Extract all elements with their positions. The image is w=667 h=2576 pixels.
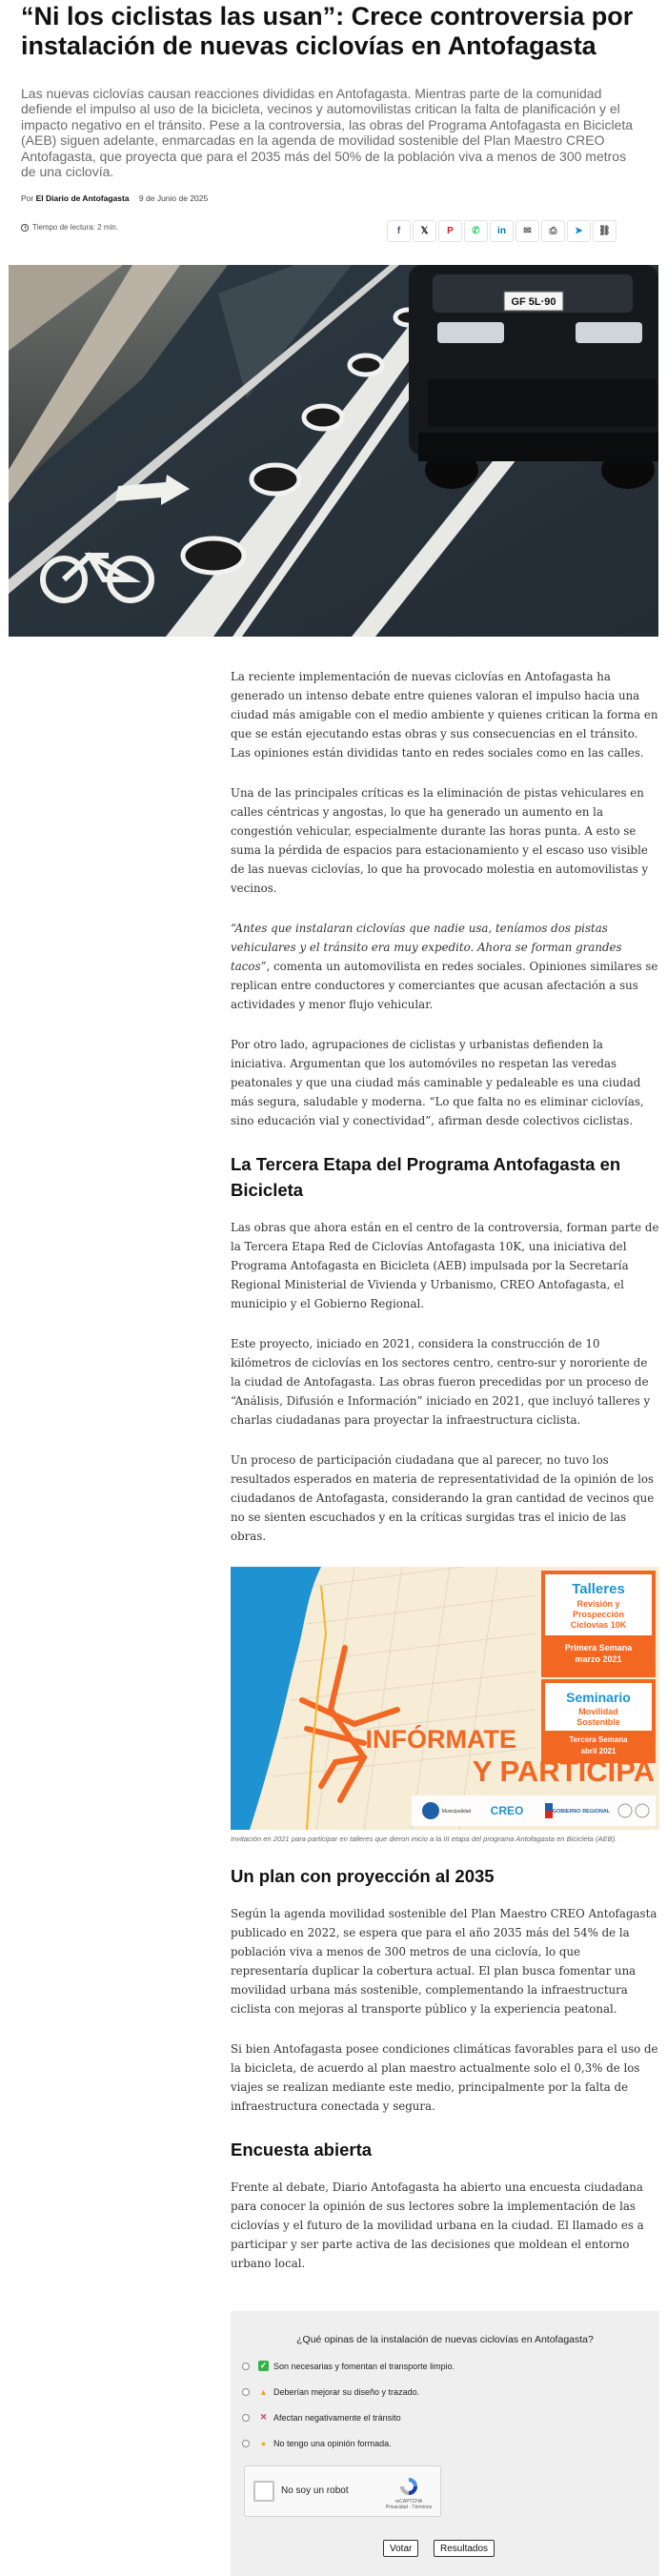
check-icon: ✓ <box>259 2361 268 2370</box>
paragraph-8: Según la agenda movilidad sostenible del Plan Maestro CREO Antofagasta publicado en 2022, se espera que para el año 2035 más del 54% de la población viva a menos de 300 metros de una ciclovía, lo que representaría duplicar la cobertura actual. El plan busca fomentar una movilidad urbana más sostenible, complementando la infraestructura ciclista con mejoras al transporte público y la experiencia peatonal. <box>231 1907 657 2016</box>
warning-icon: ▲ <box>259 2386 268 2397</box>
poll-option-label: Son necesarias y fomentan el transporte limpio. <box>273 2361 455 2371</box>
clock-icon <box>21 224 29 232</box>
quote-attribution: , comenta un automovilista en redes sociales. Opiniones similares se replican entre conductores y comerciantes que acusan afectación a sus actividades y menor flujo vehicular. <box>231 960 658 1011</box>
facebook-icon: f <box>396 226 401 236</box>
poll-option[interactable] <box>242 2438 392 2448</box>
paragraph-9: Si bien Antofagasta posee condiciones climáticas favorables para el uso de la bicicleta, de acuerdo al plan maestro actualmente solo el 0,3% de los viajes se realizan mediante este medio, principalmente por la falta de infraestructura conectada y segura. <box>231 2042 658 2113</box>
read-time <box>21 223 118 232</box>
cross-icon: ✕ <box>259 2412 268 2422</box>
talleres-title: Talleres <box>572 1581 625 1597</box>
poll-option-label: Deberían mejorar su diseño y trazado. <box>273 2386 420 2397</box>
poll-option[interactable] <box>242 2386 419 2397</box>
paragraph-3 <box>231 919 659 1014</box>
section-heading-encuesta: Encuesta abierta <box>231 2140 373 2160</box>
infographic-caption: Invitación en 2021 para participar en talleres que dieron inicio a la III etapa del programa Antofagasta en Bicicleta (AEB). <box>231 1835 617 1843</box>
logo-municipalidad: Municipalidad <box>441 1809 472 1815</box>
paragraph-10: Frente al debate, Diario Antofagasta ha abierto una encuesta ciudadana para conocer la opinión de sus lectores sobre la implementación de las ciclovías y el futuro de la movilidad urbana en la ciudad. El llamado es a participar y ser parte activa de las decisiones que moldean el entorno urbano local. <box>231 2180 644 2270</box>
paragraph-1: La reciente implementación de nuevas ciclovías en Antofagasta ha generado un intenso debate entre quienes valoran el impulso hacia una ciudad más amigable con el medio ambiente y quienes critican la forma en que se están ejecutando estas obras y sus consecuencias en el tránsito. Las opiniones están divididas tanto en redes sociales como en las calles. <box>231 670 658 760</box>
telegram-icon: ➤ <box>575 226 583 236</box>
slogan-informate: INFÓRMATE <box>365 1725 516 1754</box>
municipality-logo <box>422 1802 439 1819</box>
seminario-sub1: Movilidad <box>578 1707 618 1716</box>
section-heading-tercera-etapa: La Tercera Etapa del Programa Antofagasta en Bicicleta <box>231 1154 621 1200</box>
vote-button[interactable]: Votar <box>383 2540 418 2557</box>
share-bar <box>385 220 616 242</box>
byline <box>21 193 208 203</box>
paragraph-2: Una de las principales críticas es la eliminación de pistas vehiculares en calles céntricas y angostas, lo que ha generado un aumento en la congestión vehicular, especialmente durante las horas punta. A esto se suma la pérdida de espacios para estacionamiento y el escaso uso visible de las nuevas ciclovías, lo que ha provocado molestia en automovilistas y vecinos. <box>231 786 649 895</box>
logo-gobierno-regional: GOBIERNO REGIONAL <box>552 1809 611 1815</box>
recaptcha-checkbox[interactable] <box>253 2481 274 2502</box>
share-whatsapp-button[interactable] <box>464 220 488 242</box>
recaptcha-icon <box>398 2476 419 2497</box>
logo-creo: CREO <box>490 1804 524 1817</box>
share-facebook-button[interactable] <box>387 220 411 242</box>
recaptcha-label: No soy un robot <box>281 2485 349 2496</box>
read-time-label: Tiempo de lectura: 2 min. <box>32 223 118 232</box>
poll-radio[interactable] <box>242 2363 250 2370</box>
talleres-sub3: Ciclovías 10K <box>570 1620 627 1630</box>
seminario-date1: Tercera Semana <box>569 1735 628 1744</box>
seminario-title: Seminario <box>566 1690 631 1705</box>
paragraph-5: Las obras que ahora están en el centro de la controversia, forman parte de la Tercera Etapa Red de Ciclovías Antofagasta 10K, una iniciativa del Programa Antofagasta en Bicicleta (AEB) impulsada por la Secretaría Regional Ministerial de Vivienda y Urbanismo, CREO Antofagasta, el municipio y el Gobierno Regional. <box>231 1221 659 1310</box>
byline-prefix: Por <box>21 193 34 203</box>
recaptcha-brand-text: reCAPTCHA <box>394 2499 423 2505</box>
share-x-button[interactable] <box>413 220 436 242</box>
infographic <box>231 1567 659 1830</box>
talleres-date1: Primera Semana <box>564 1643 633 1653</box>
poll-radio[interactable] <box>242 2388 250 2396</box>
pinterest-icon: P <box>447 226 454 236</box>
share-copy-link-button[interactable] <box>593 220 616 242</box>
recaptcha-widget <box>244 2465 441 2517</box>
publish-date: 9 de Junio de 2025 <box>138 193 209 203</box>
article-headline: “Ni los ciclistas las usan”: Crece controversia por instalación de nuevas ciclovías en Antofagasta <box>21 2 634 60</box>
author-link[interactable]: El Diario de Antofagasta <box>35 193 130 203</box>
whatsapp-icon: ✆ <box>472 226 480 236</box>
results-button[interactable]: Resultados <box>434 2540 495 2557</box>
seminario-sub2: Sostenible <box>576 1717 620 1727</box>
poll-option[interactable] <box>242 2361 455 2371</box>
talleres-sub1: Revisión y <box>576 1599 620 1609</box>
talleres-sub2: Prospección <box>572 1610 625 1619</box>
poll-question: ¿Qué opinas de la instalación de nuevas ciclovías en Antofagasta? <box>296 2334 594 2345</box>
paragraph-4: Por otro lado, agrupaciones de ciclistas y urbanistas defienden la iniciativa. Argumentan que los automóviles no respetan las veredas peatonales y que una ciudad más caminable y pedaleable es una ciudad más segura, saludable y moderna. “Lo que falta no es eliminar ciclovías, sino educación vial y conectividad”, afirman desde colectivos ciclistas. <box>231 1038 644 1127</box>
recaptcha-links[interactable]: Privacidad - Términos <box>385 2505 433 2510</box>
poll-option[interactable] <box>242 2412 401 2423</box>
share-email-button[interactable] <box>515 220 539 242</box>
section-heading-plan-2035: Un plan con proyección al 2035 <box>231 1866 495 1886</box>
share-telegram-button[interactable] <box>567 220 591 242</box>
infographic-map <box>231 1567 659 1830</box>
poll-option-label: Afectan negativamente el tránsito <box>273 2412 401 2423</box>
talleres-date2: marzo 2021 <box>575 1654 622 1664</box>
quote-text: “Antes que instalaran ciclovías que nadie usa, teníamos dos pistas vehiculares y el tránsito era muy expedito. Ahora se forman grandes tacos” <box>231 922 622 973</box>
slogan-participa: Y PARTICIPA <box>472 1755 655 1788</box>
poll-option-label: No tengo una opinión formada. <box>273 2438 392 2448</box>
shrug-icon: ● <box>260 2438 267 2448</box>
paragraph-6: Este proyecto, iniciado en 2021, considera la construcción de 10 kilómetros de ciclovías en los sectores centro, centro-sur y nororiente de la ciudad de Antofagasta. Las obras fueron precedidas por un proceso de “Análisis, Difusión e Información” iniciado en 2021, que incluyó talleres y charlas ciudadanas para proyectar la infraestructura ciclista. <box>231 1337 651 1427</box>
x-icon: 𝕏 <box>420 226 429 236</box>
copy-link-icon: ⛓ <box>598 226 611 236</box>
car-plate: GF 5L·90 <box>511 296 556 308</box>
poll-widget <box>231 2311 659 2576</box>
hero-image <box>9 265 658 637</box>
poll-radio[interactable] <box>242 2414 250 2422</box>
linkedin-icon: in <box>497 226 506 236</box>
hero-photo <box>9 265 658 637</box>
poll-radio[interactable] <box>242 2440 250 2447</box>
email-icon: ✉ <box>523 226 532 236</box>
share-linkedin-button[interactable] <box>490 220 514 242</box>
article-dek: Las nuevas ciclovías causan reacciones divididas en Antofagasta. Mientras parte de la comunidad defiende el impulso al uso de la bicicleta, vecinos y automovilistas critican la falta de planificación y el impacto negativo en el tránsito. Pese a la controversia, las obras del Programa Antofagasta en Bicicleta (AEB) siguen adelante, enmarcadas en la agenda de movilidad sostenible del Plan Maestro CREO Antofagasta, que proyecta que para el 2035 más del 50% de la población viva a menos de 300 metros de una ciclovía. <box>21 86 634 180</box>
print-icon: ⎙ <box>549 226 557 236</box>
share-print-button[interactable] <box>541 220 565 242</box>
seminario-date2: abril 2021 <box>580 1747 616 1755</box>
share-pinterest-button[interactable] <box>438 220 462 242</box>
article-body <box>231 667 659 2294</box>
recaptcha-branding <box>385 2476 433 2510</box>
paragraph-7: Un proceso de participación ciudadana que al parecer, no tuvo los resultados esperados en materia de representatividad de la opinión de los ciudadanos de Antofagasta, considerando la gran cantidad de vecinos que no se sienten escuchados y en la críticas surgidas tras el inicio de las obras. <box>231 1453 655 1543</box>
